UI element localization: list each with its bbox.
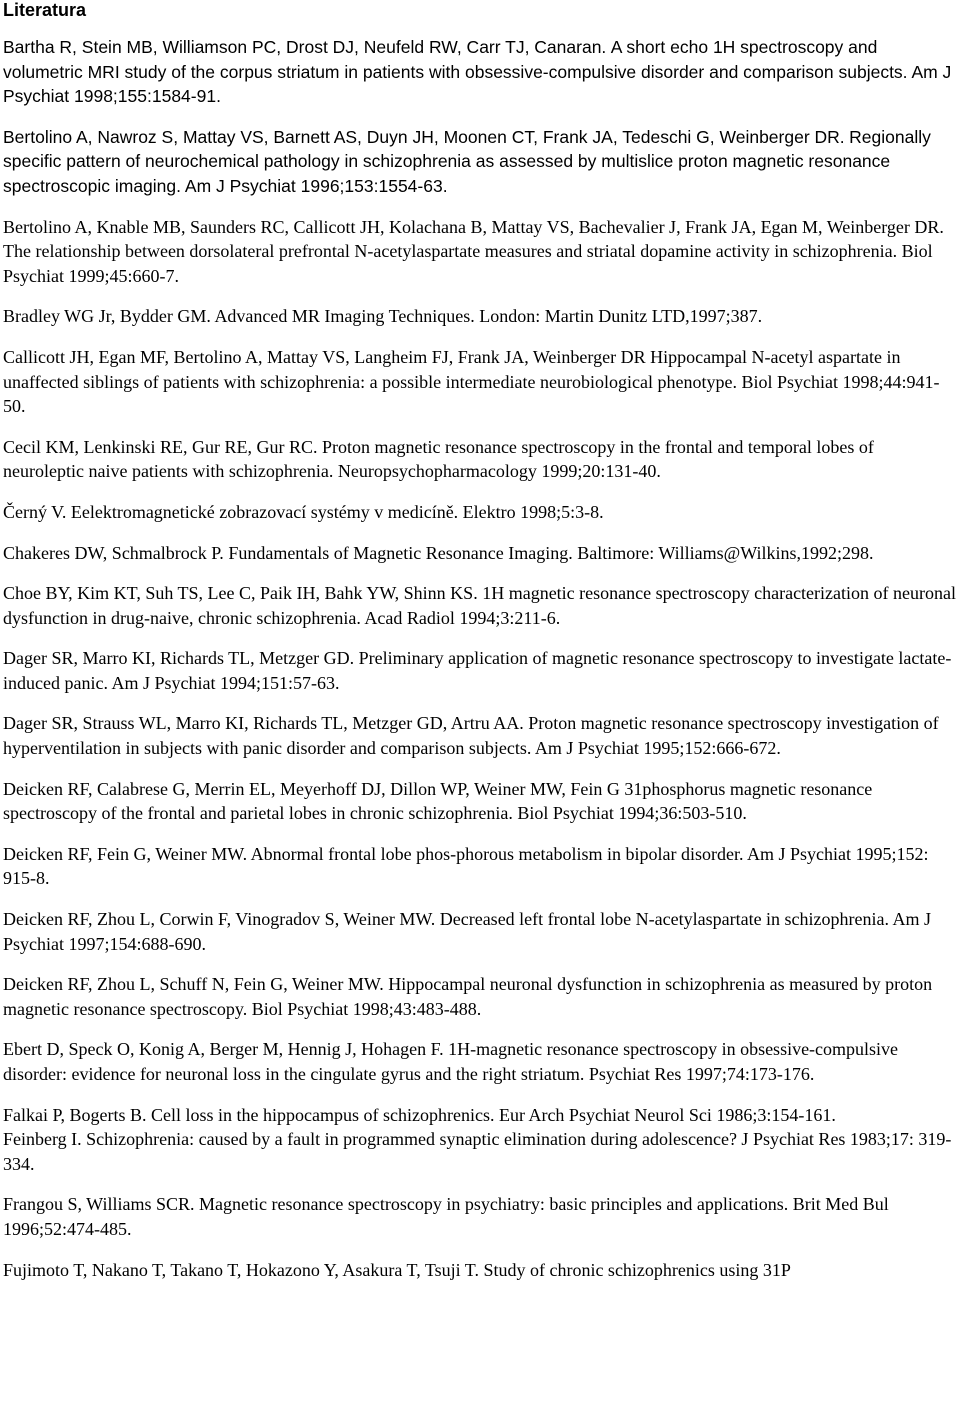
reference-authors: Bartha R, Stein MB, Williamson PC, Drost DJ, Neufeld RW, Carr TJ, Canaran. — [3, 37, 607, 57]
reference-authors: Ebert D, Speck O, Konig A, Berger M, Hennig J, Hohagen F. — [3, 1039, 444, 1060]
reference-text: A short echo 1H spectroscopy and volumetric MRI study of the corpus striatum in patients with obsessive-compulsive disorder and comparison subjects. Am J Psychiat 1998;155:1584-91. — [3, 37, 952, 107]
reference-item — [3, 711, 959, 760]
reference-list — [3, 35, 959, 1282]
reference-text: Schizophrenia: caused by a fault in programmed synaptic elimination during adolescence? J Psychiat Res 1983;17: 319-334. — [3, 1129, 952, 1174]
reference-item — [3, 500, 959, 525]
reference-item — [3, 1127, 959, 1176]
reference-item — [3, 1192, 959, 1241]
reference-authors: Callicott JH, Egan MF, Bertolino A, Mattay VS, Langheim FJ, Frank JA, Weinberger DR — [3, 346, 646, 367]
reference-text: Proton magnetic resonance spectroscopy in the frontal and temporal lobes of neuroleptic naive patients with schizophrenia. Neuropsychopharmacology 1999;20:131-40. — [3, 436, 874, 482]
reference-item — [3, 125, 959, 199]
section-heading: Literatura — [3, 0, 87, 20]
reference-authors: Falkai P, Bogerts B. — [3, 1104, 147, 1125]
document-page — [3, 0, 959, 1298]
reference-authors: Dager SR, Strauss WL, Marro KI, Richards TL, Metzger GD, Artru AA. — [3, 713, 524, 734]
reference-text: Cell loss in the hippocampus of schizophrenics. Eur Arch Psychiat Neurol Sci 1986;3:154-161. — [151, 1104, 836, 1125]
reference-authors: Deicken RF, Zhou L, Schuff N, Fein G, Weiner MW. — [3, 974, 384, 995]
reference-authors: Bertolino A, Nawroz S, Mattay VS, Barnett AS, Duyn JH, Moonen CT, Frank JA, Tedeschi G, Weinberger DR. — [3, 126, 845, 147]
reference-text: Fundamentals of Magnetic Resonance Imaging. Baltimore: Williams@Wilkins,1992;298. — [228, 542, 874, 563]
reference-item — [3, 541, 959, 566]
reference-text: Decreased left frontal lobe N-acetylaspartate in schizophrenia. Am J Psychiat 1997;154:688-690. — [3, 909, 932, 954]
reference-item — [3, 215, 959, 289]
reference-item — [3, 777, 959, 826]
reference-text: Magnetic resonance spectroscopy in psychiatry: basic principles and applications. Brit Med Bul 1996;52:474-485. — [3, 1194, 889, 1239]
reference-authors: Bertolino A, Knable MB, Saunders RC, Callicott JH, Kolachana B, Mattay VS, Bachevalier J, Frank JA, Egan M, Weinberger DR. — [3, 216, 944, 237]
reference-item — [3, 907, 959, 956]
reference-item — [3, 345, 959, 419]
reference-text: Abnormal frontal lobe phos-phorous metabolism in bipolar disorder. Am J Psychiat 1995;152: 915-8. — [3, 843, 929, 889]
reference-text: Regionally specific pattern of neurochemical pathology in schizophrenia as assessed by multislice proton magnetic resonance spectroscopic imaging. Am J Psychiat 1996;153:1554-63. — [3, 126, 931, 196]
reference-text: 1H magnetic resonance spectroscopy characterization of neuronal dysfunction in drug-naive, chronic schizophrenia. Acad Radiol 1994;3:211-6. — [3, 583, 956, 628]
reference-text: Proton magnetic resonance spectroscopy investigation of hyperventilation in subjects with panic disorder and comparison subjects. Am J Psychiat 1995;152:666-672. — [3, 713, 939, 759]
reference-text: Eelektromagnetické zobrazovací systémy v medicíně. Elektro 1998;5:3-8. — [70, 501, 604, 522]
reference-authors: Fujimoto T, Nakano T, Takano T, Hokazono Y, Asakura T, Tsuji T. — [3, 1259, 479, 1280]
reference-text: 1H-magnetic resonance spectroscopy in obsessive-compulsive disorder: evidence for neuronal loss in the cingulate gyrus and the right striatum. Psychiat Res 1997;74:173-176. — [3, 1039, 899, 1084]
reference-text: Advanced MR Imaging Techniques. London: Martin Dunitz LTD,1997;387. — [214, 306, 763, 327]
reference-authors: Frangou S, Williams SCR. — [3, 1194, 195, 1215]
reference-item — [3, 646, 959, 695]
reference-item — [3, 1037, 959, 1086]
reference-authors: Feinberg I. — [3, 1129, 82, 1150]
reference-authors: Dager SR, Marro KI, Richards TL, Metzger GD. — [3, 648, 355, 669]
reference-item — [3, 972, 959, 1021]
reference-authors: Deicken RF, Zhou L, Corwin F, Vinogradov S, Weiner MW. — [3, 909, 436, 930]
reference-item — [3, 35, 959, 109]
reference-authors: Deicken RF, Fein G, Weiner MW. — [3, 843, 248, 864]
reference-authors: Bradley WG Jr, Bydder GM. — [3, 306, 211, 327]
reference-text: 31phosphorus magnetic resonance spectroscopy of the frontal and parietal lobes in chronic schizophrenia. Biol Psychiat 1994;36:503-510. — [3, 778, 873, 824]
reference-text: Hippocampal N-acetyl aspartate in unaffected siblings of patients with schizophrenia: a possible intermediate neurobiological phenotype. Biol Psychiat 1998;44:941-50. — [3, 346, 940, 417]
reference-item — [3, 1258, 959, 1283]
reference-text: Hippocampal neuronal dysfunction in schizophrenia as measured by proton magnetic resonance spectroscopy. Biol Psychiat 1998;43:483-488. — [3, 974, 933, 1019]
reference-item — [3, 1103, 959, 1128]
reference-authors: Choe BY, Kim KT, Suh TS, Lee C, Paik IH, Bahk YW, Shinn KS. — [3, 583, 478, 604]
reference-authors: Deicken RF, Calabrese G, Merrin EL, Meyerhoff DJ, Dillon WP, Weiner MW, Fein G — [3, 778, 620, 799]
reference-item — [3, 842, 959, 891]
reference-item — [3, 435, 959, 484]
reference-text: Study of chronic schizophrenics using 31P — [483, 1259, 791, 1280]
reference-authors: Chakeres DW, Schmalbrock P. — [3, 542, 224, 563]
reference-item — [3, 304, 959, 329]
reference-text: The relationship between dorsolateral prefrontal N-acetylaspartate measures and striatal dopamine activity in schizophrenia. Biol Psychiat 1999;45:660-7. — [3, 241, 933, 286]
reference-authors: Cecil KM, Lenkinski RE, Gur RE, Gur RC. — [3, 436, 318, 457]
reference-item — [3, 581, 959, 630]
reference-text: Preliminary application of magnetic resonance spectroscopy to investigate lactate-induced panic. Am J Psychiat 1994;151:57-63. — [3, 648, 952, 693]
reference-authors: Černý V. — [3, 501, 67, 522]
